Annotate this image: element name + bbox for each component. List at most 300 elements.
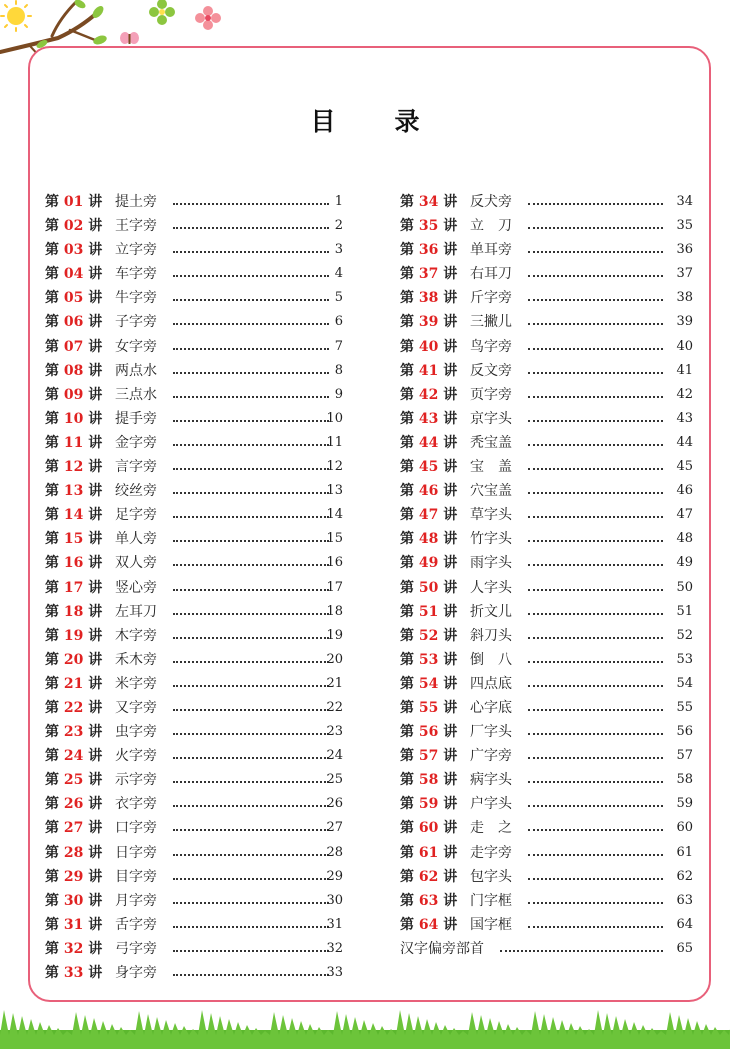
lecture-prefix: 第 xyxy=(400,820,414,837)
lecture-number: 03 xyxy=(63,242,84,259)
butterfly-icon xyxy=(120,32,139,44)
radical-name: 日字旁 xyxy=(115,844,157,861)
lecture-label xyxy=(400,359,457,383)
lecture-label xyxy=(45,455,102,479)
lecture-label xyxy=(400,238,457,262)
toc-entry[interactable] xyxy=(400,792,693,816)
toc-entry[interactable] xyxy=(400,696,693,720)
toc-entry[interactable] xyxy=(45,937,343,961)
toc-entry[interactable] xyxy=(45,600,343,624)
toc-entry[interactable] xyxy=(400,214,693,238)
toc-entry[interactable] xyxy=(400,455,693,479)
toc-entry[interactable] xyxy=(45,383,343,407)
lecture-number: 58 xyxy=(418,772,439,789)
lecture-label xyxy=(400,720,457,744)
page-number: 41 xyxy=(676,362,693,378)
lecture-suffix: 讲 xyxy=(88,290,103,307)
page-number: 7 xyxy=(334,338,343,354)
page-number: 47 xyxy=(676,507,693,523)
lecture-suffix: 讲 xyxy=(88,579,103,596)
lecture-label xyxy=(45,889,102,913)
lecture-suffix: 讲 xyxy=(88,772,103,789)
toc-entry[interactable] xyxy=(45,720,343,744)
toc-entry[interactable] xyxy=(400,913,693,937)
toc-entry[interactable] xyxy=(45,672,343,696)
lecture-prefix: 第 xyxy=(45,483,59,500)
lecture-suffix: 讲 xyxy=(443,410,458,427)
radical-name: 足字旁 xyxy=(115,507,157,524)
lecture-prefix: 第 xyxy=(45,242,59,259)
dot-leader xyxy=(528,227,663,229)
toc-entry[interactable] xyxy=(400,335,693,359)
lecture-label xyxy=(45,600,102,624)
toc-entry[interactable] xyxy=(45,865,343,889)
dot-leader xyxy=(528,251,663,253)
lecture-label xyxy=(45,479,102,503)
lecture-suffix: 讲 xyxy=(443,820,458,837)
lecture-number: 26 xyxy=(63,796,84,813)
lecture-suffix: 讲 xyxy=(88,724,103,741)
lecture-prefix: 第 xyxy=(400,555,414,572)
dot-leader xyxy=(173,275,329,277)
lecture-label xyxy=(45,310,102,334)
dot-leader xyxy=(173,251,329,253)
lecture-number: 20 xyxy=(63,651,84,668)
toc-entry[interactable] xyxy=(400,238,693,262)
page-number: 12 xyxy=(326,459,343,475)
toc-entry[interactable] xyxy=(45,214,343,238)
radical-name: 衣字旁 xyxy=(115,796,157,813)
lecture-suffix: 讲 xyxy=(443,434,458,451)
toc-entry[interactable] xyxy=(45,262,343,286)
radical-name: 包字头 xyxy=(470,868,512,885)
toc-entry[interactable] xyxy=(400,262,693,286)
toc-entry[interactable] xyxy=(45,889,343,913)
toc-entry[interactable] xyxy=(400,624,693,648)
lecture-prefix: 第 xyxy=(400,386,414,403)
flower-icon xyxy=(149,0,175,25)
lecture-prefix: 第 xyxy=(400,314,414,331)
toc-entry[interactable] xyxy=(400,841,693,865)
radical-name: 四点底 xyxy=(470,675,512,692)
dot-leader xyxy=(173,878,329,880)
lecture-prefix: 第 xyxy=(400,242,414,259)
lecture-prefix: 第 xyxy=(400,603,414,620)
lecture-number: 30 xyxy=(63,892,84,909)
lecture-label xyxy=(45,816,102,840)
toc-entry[interactable] xyxy=(45,431,343,455)
toc-entry[interactable] xyxy=(45,238,343,262)
lecture-number: 63 xyxy=(418,892,439,909)
toc-entry[interactable] xyxy=(400,503,693,527)
lecture-number: 02 xyxy=(63,218,84,235)
dot-leader xyxy=(528,589,663,591)
lecture-suffix: 讲 xyxy=(443,290,458,307)
lecture-prefix: 第 xyxy=(400,434,414,451)
dot-leader xyxy=(173,323,329,325)
lecture-prefix: 第 xyxy=(45,386,59,403)
lecture-prefix: 第 xyxy=(45,820,59,837)
dot-leader xyxy=(528,444,663,446)
lecture-prefix: 第 xyxy=(45,940,59,957)
page-number: 15 xyxy=(326,531,343,547)
dot-leader xyxy=(173,299,329,301)
lecture-label xyxy=(45,431,102,455)
toc-entry[interactable] xyxy=(400,479,693,503)
lecture-number: 12 xyxy=(63,459,84,476)
page-number: 58 xyxy=(676,772,693,788)
lecture-suffix: 讲 xyxy=(443,531,458,548)
lecture-number: 50 xyxy=(418,579,439,596)
lecture-suffix: 讲 xyxy=(88,266,103,283)
toc-entry[interactable] xyxy=(45,913,343,937)
lecture-suffix: 讲 xyxy=(88,410,103,427)
lecture-suffix: 讲 xyxy=(443,386,458,403)
dot-leader xyxy=(173,902,329,904)
radical-name: 火字旁 xyxy=(115,748,157,765)
dot-leader xyxy=(528,661,663,663)
page-number: 13 xyxy=(326,483,343,499)
lecture-prefix: 第 xyxy=(45,194,59,210)
toc-entry[interactable] xyxy=(400,648,693,672)
lecture-label xyxy=(45,551,102,575)
lecture-number: 01 xyxy=(63,194,84,210)
toc-entry[interactable] xyxy=(400,720,693,744)
lecture-number: 60 xyxy=(418,820,439,837)
dot-leader xyxy=(528,878,663,880)
toc-entry[interactable] xyxy=(45,190,343,214)
lecture-suffix: 讲 xyxy=(88,386,103,403)
title-char-1: 目 xyxy=(310,107,336,136)
page-number: 48 xyxy=(676,531,693,547)
lecture-prefix: 第 xyxy=(45,338,59,355)
dot-leader xyxy=(173,637,329,639)
lecture-prefix: 第 xyxy=(400,290,414,307)
radical-name: 又字旁 xyxy=(115,699,157,716)
lecture-number: 22 xyxy=(63,699,84,716)
lecture-suffix: 讲 xyxy=(443,675,458,692)
lecture-number: 08 xyxy=(63,362,84,379)
lecture-label xyxy=(400,407,457,431)
toc-entry[interactable] xyxy=(400,551,693,575)
toc-entry[interactable] xyxy=(45,310,343,334)
toc-entry[interactable] xyxy=(45,576,343,600)
lecture-suffix: 讲 xyxy=(88,555,103,572)
lecture-label xyxy=(45,648,102,672)
lecture-label xyxy=(45,383,102,407)
radical-name: 人字头 xyxy=(470,579,512,596)
toc-entry[interactable] xyxy=(400,576,693,600)
toc-entry[interactable] xyxy=(45,648,343,672)
toc-entry[interactable] xyxy=(45,286,343,310)
lecture-suffix: 讲 xyxy=(88,699,103,716)
radical-name: 单人旁 xyxy=(115,531,157,548)
lecture-suffix: 讲 xyxy=(443,266,458,283)
page-number: 54 xyxy=(676,675,693,691)
page-number: 36 xyxy=(676,242,693,258)
lecture-label xyxy=(45,286,102,310)
toc-entry[interactable] xyxy=(400,310,693,334)
radical-name: 立字旁 xyxy=(115,242,157,259)
lecture-label xyxy=(45,961,102,985)
radical-name: 虫字旁 xyxy=(115,724,157,741)
lecture-number: 37 xyxy=(418,266,439,283)
lecture-number: 51 xyxy=(418,603,439,620)
radical-name: 月字旁 xyxy=(115,892,157,909)
lecture-prefix: 第 xyxy=(400,194,414,210)
dot-leader xyxy=(528,348,663,350)
dot-leader xyxy=(173,757,329,759)
lecture-suffix: 讲 xyxy=(443,555,458,572)
lecture-number: 31 xyxy=(63,916,84,933)
toc-entry[interactable] xyxy=(400,672,693,696)
lecture-suffix: 讲 xyxy=(443,916,458,933)
lecture-number: 36 xyxy=(418,242,439,259)
page-number: 11 xyxy=(326,434,343,450)
lecture-number: 05 xyxy=(63,290,84,307)
toc-entry[interactable] xyxy=(45,503,343,527)
lecture-label xyxy=(45,359,102,383)
toc-entry[interactable] xyxy=(45,841,343,865)
radical-name: 示字旁 xyxy=(115,772,157,789)
lecture-label xyxy=(400,310,457,334)
lecture-suffix: 讲 xyxy=(443,748,458,765)
radical-name: 口字旁 xyxy=(115,820,157,837)
lecture-suffix: 讲 xyxy=(88,916,103,933)
lecture-number: 46 xyxy=(418,483,439,500)
flower-icon xyxy=(195,6,221,30)
dot-leader xyxy=(173,613,329,615)
lecture-number: 43 xyxy=(418,410,439,427)
page-number: 45 xyxy=(676,459,693,475)
toc-entry[interactable] xyxy=(45,455,343,479)
toc-entry[interactable] xyxy=(400,431,693,455)
toc-entry[interactable] xyxy=(45,479,343,503)
radical-name: 提土旁 xyxy=(115,194,157,210)
page-number: 1 xyxy=(334,194,343,209)
lecture-suffix: 讲 xyxy=(88,892,103,909)
lecture-prefix: 第 xyxy=(400,579,414,596)
lecture-label xyxy=(45,937,102,961)
toc-entry[interactable] xyxy=(45,768,343,792)
radical-name: 言字旁 xyxy=(115,459,157,476)
toc-entry-appendix[interactable] xyxy=(400,937,693,961)
lecture-suffix: 讲 xyxy=(443,651,458,668)
toc-entry[interactable] xyxy=(400,600,693,624)
toc-entry[interactable] xyxy=(400,744,693,768)
dot-leader xyxy=(173,685,329,687)
lecture-number: 42 xyxy=(418,386,439,403)
radical-name: 禾木旁 xyxy=(115,651,157,668)
radical-name: 两点水 xyxy=(115,362,157,379)
radical-name: 病字头 xyxy=(470,772,512,789)
radical-name: 穴宝盖 xyxy=(470,483,512,500)
radical-name: 倒 八 xyxy=(470,651,512,668)
lecture-suffix: 讲 xyxy=(443,796,458,813)
lecture-number: 16 xyxy=(63,555,84,572)
radical-name: 王字旁 xyxy=(115,218,157,235)
lecture-prefix: 第 xyxy=(400,338,414,355)
toc-entry[interactable] xyxy=(45,359,343,383)
dot-leader xyxy=(528,323,663,325)
toc-entry[interactable] xyxy=(45,527,343,551)
toc-entry[interactable] xyxy=(400,190,693,214)
dot-leader xyxy=(528,396,663,398)
lecture-label xyxy=(400,262,457,286)
lecture-label xyxy=(45,335,102,359)
lecture-label xyxy=(400,455,457,479)
lecture-prefix: 第 xyxy=(400,868,414,885)
lecture-suffix: 讲 xyxy=(88,483,103,500)
dot-leader xyxy=(528,685,663,687)
lecture-label xyxy=(400,841,457,865)
page-number: 42 xyxy=(676,386,693,402)
toc-entry[interactable] xyxy=(400,527,693,551)
dot-leader xyxy=(528,203,663,205)
lecture-label xyxy=(400,768,457,792)
lecture-suffix: 讲 xyxy=(443,314,458,331)
lecture-label xyxy=(400,551,457,575)
radical-name: 舌字旁 xyxy=(115,916,157,933)
lecture-number: 25 xyxy=(63,772,84,789)
toc-entry[interactable] xyxy=(45,407,343,431)
toc-entry[interactable] xyxy=(400,383,693,407)
dot-leader xyxy=(173,564,329,566)
lecture-prefix: 第 xyxy=(45,627,59,644)
page-number: 3 xyxy=(334,242,343,258)
lecture-label xyxy=(400,383,457,407)
page-number: 29 xyxy=(326,868,343,884)
lecture-prefix: 第 xyxy=(400,218,414,235)
lecture-suffix: 讲 xyxy=(443,699,458,716)
lecture-number: 39 xyxy=(418,314,439,331)
dot-leader xyxy=(173,396,329,398)
toc-entry[interactable] xyxy=(400,889,693,913)
lecture-prefix: 第 xyxy=(400,627,414,644)
dot-leader xyxy=(528,468,663,470)
toc-entry[interactable] xyxy=(45,792,343,816)
dot-leader xyxy=(528,540,663,542)
radical-name: 秃宝盖 xyxy=(470,434,512,451)
dot-leader xyxy=(173,203,329,205)
lecture-label xyxy=(45,792,102,816)
page-number: 61 xyxy=(676,844,693,860)
radical-name: 金字旁 xyxy=(115,434,157,451)
lecture-prefix: 第 xyxy=(45,362,59,379)
radical-name: 左耳刀 xyxy=(115,603,157,620)
page-number: 6 xyxy=(334,314,343,330)
page-number: 62 xyxy=(676,868,693,884)
page-number: 40 xyxy=(676,338,693,354)
lecture-prefix: 第 xyxy=(45,434,59,451)
page-number: 16 xyxy=(326,555,343,571)
dot-leader xyxy=(528,805,663,807)
lecture-prefix: 第 xyxy=(400,796,414,813)
toc-entry[interactable] xyxy=(400,768,693,792)
radical-name: 弓字旁 xyxy=(115,940,157,957)
dot-leader xyxy=(528,516,663,518)
toc-entry[interactable] xyxy=(45,744,343,768)
lecture-number: 04 xyxy=(63,266,84,283)
toc-entry[interactable] xyxy=(400,865,693,889)
page-number: 64 xyxy=(676,916,693,932)
toc-entry[interactable] xyxy=(45,335,343,359)
lecture-label xyxy=(400,503,457,527)
lecture-suffix: 讲 xyxy=(88,603,103,620)
lecture-number: 53 xyxy=(418,651,439,668)
lecture-prefix: 第 xyxy=(45,531,59,548)
lecture-number: 45 xyxy=(418,459,439,476)
page-number: 60 xyxy=(676,820,693,836)
radical-name: 子字旁 xyxy=(115,314,157,331)
lecture-suffix: 讲 xyxy=(88,675,103,692)
toc-entry[interactable] xyxy=(45,816,343,840)
lecture-suffix: 讲 xyxy=(443,868,458,885)
lecture-suffix: 讲 xyxy=(88,868,103,885)
radical-name: 木字旁 xyxy=(115,627,157,644)
radical-name: 京字头 xyxy=(470,410,512,427)
lecture-number: 62 xyxy=(418,868,439,885)
dot-leader xyxy=(528,733,663,735)
page-number: 28 xyxy=(326,844,343,860)
lecture-prefix: 第 xyxy=(400,459,414,476)
lecture-prefix: 第 xyxy=(45,699,59,716)
toc-entry[interactable] xyxy=(400,359,693,383)
page-number: 10 xyxy=(326,410,343,426)
lecture-prefix: 第 xyxy=(45,675,59,692)
toc-entry[interactable] xyxy=(45,551,343,575)
lecture-number: 47 xyxy=(418,507,439,524)
page-number: 39 xyxy=(676,314,693,330)
toc-entry[interactable] xyxy=(400,286,693,310)
lecture-prefix: 第 xyxy=(400,531,414,548)
radical-name: 草字头 xyxy=(470,507,512,524)
page-number: 55 xyxy=(676,699,693,715)
page-number: 32 xyxy=(326,940,343,956)
toc-entry[interactable] xyxy=(45,696,343,720)
radical-name: 竹字头 xyxy=(470,531,512,548)
lecture-suffix: 讲 xyxy=(443,362,458,379)
lecture-number: 59 xyxy=(418,796,439,813)
radical-name: 提手旁 xyxy=(115,410,157,427)
toc-entry[interactable] xyxy=(45,624,343,648)
page-number: 56 xyxy=(676,724,693,740)
lecture-label xyxy=(400,214,457,238)
toc-entry[interactable] xyxy=(45,961,343,985)
lecture-suffix: 讲 xyxy=(88,218,103,235)
radical-name: 身字旁 xyxy=(115,965,157,981)
lecture-label xyxy=(400,744,457,768)
page-number: 26 xyxy=(326,796,343,812)
lecture-prefix: 第 xyxy=(45,796,59,813)
dot-leader xyxy=(173,926,329,928)
lecture-prefix: 第 xyxy=(400,507,414,524)
toc-entry[interactable] xyxy=(400,816,693,840)
lecture-label xyxy=(400,527,457,551)
lecture-number: 32 xyxy=(63,940,84,957)
radical-name: 反文旁 xyxy=(470,362,512,379)
toc-entry[interactable] xyxy=(400,407,693,431)
radical-name: 车字旁 xyxy=(115,266,157,283)
radical-name: 牛字旁 xyxy=(115,290,157,307)
lecture-suffix: 讲 xyxy=(443,242,458,259)
lecture-label xyxy=(400,648,457,672)
lecture-number: 21 xyxy=(63,675,84,692)
lecture-prefix: 第 xyxy=(45,965,59,981)
radical-name: 反犬旁 xyxy=(470,194,512,210)
radical-name: 鸟字旁 xyxy=(470,338,512,355)
lecture-label xyxy=(400,335,457,359)
